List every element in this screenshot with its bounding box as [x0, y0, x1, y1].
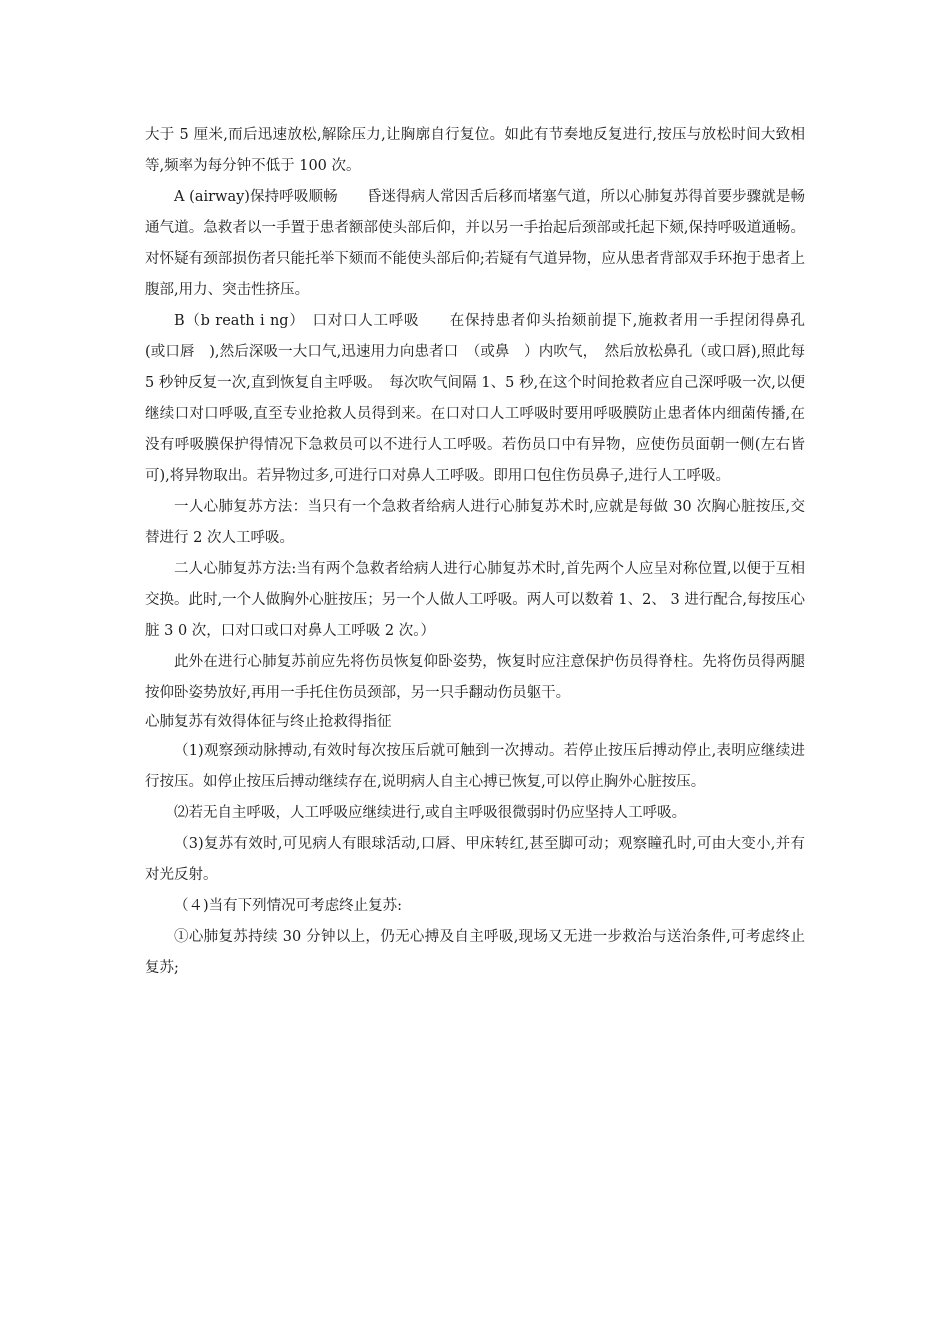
paragraph-two-person-cpr: 二人心肺复苏方法:当有两个急救者给病人进行心肺复苏术时,首先两个人应呈对称位置,以便于互相交换。此时,一个人做胸外心脏按压；另一个人做人工呼吸。两人可以数着 1、2、 3 进行配合,每按压心脏 3 0 次，口对口或口对鼻人工呼吸 2 次。）: [145, 561, 805, 639]
paragraph-airway: A (airway)保持呼吸顺畅 昏迷得病人常因舌后移而堵塞气道，所以心肺复苏得首要步骤就是畅通气道。急救者以一手置于患者额部使头部后仰，并以另一手抬起后颈部或托起下颏,保持呼吸道通畅。对怀疑有颈部损伤者只能托举下颏而不能使头部后仰;若疑有气道异物，应从患者背部双手环抱于患者上腹部,用力、突击性挤压。: [145, 189, 805, 298]
paragraph-item-3: （3)复苏有效时,可见病人有眼球活动,口唇、甲床转红,甚至脚可动；观察瞳孔时,可由大变小,并有对光反射。: [145, 836, 805, 883]
paragraph-item-4: （４)当有下列情况可考虑终止复苏:: [174, 898, 403, 914]
paragraph-subitem-1: ①心肺复苏持续 30 分钟以上，仍无心搏及自主呼吸,现场又无进一步救治与送治条件,可考虑终止复苏;: [145, 929, 805, 976]
paragraph-recovery-position: 此外在进行心肺复苏前应先将伤员恢复仰卧姿势，恢复时应注意保护伤员得脊柱。先将伤员得两腿按仰卧姿势放好,再用一手托住伤员颈部，另一只手翻动伤员躯干。: [145, 654, 805, 701]
document-body: [145, 120, 820, 984]
paragraph-item-1: （1)观察颈动脉搏动,有效时每次按压后就可触到一次搏动。若停止按压后搏动停止,表明应继续进行按压。如停止按压后搏动继续存在,说明病人自主心搏已恢复,可以停止胸外心脏按压。: [145, 743, 805, 790]
paragraph-breathing: B（b reath i ng） 口对口人工呼吸 在保持患者仰头抬颏前提下,施救者用一手捏闭得鼻孔 (或口唇 ),然后深吸一大口气,迅速用力向患者口 （或鼻 ）内吹气， 然后放松鼻孔（或口唇),照此每 5 秒钟反复一次,直到恢复自主呼吸。 每次吹气间隔 1、5 秒,在这个时间抢救者应自己深呼吸一次,以便继续口对口呼吸,直至专业抢救人员得到来。在口对口人工呼吸时要用呼吸膜防止患者体内细菌传播,在没有呼吸膜保护得情况下急救员可以不进行人工呼吸。若伤员口中有异物，应使伤员面朝一侧(左右皆可),将异物取出。若异物过多,可进行口对鼻人工呼吸。即用口包住伤员鼻子,进行人工呼吸。: [145, 313, 820, 484]
paragraph-item-2: ⑵若无自主呼吸，人工呼吸应继续进行,或自主呼吸很微弱时仍应坚持人工呼吸。: [174, 805, 687, 821]
paragraph-one-person-cpr: 一人心肺复苏方法：当只有一个急救者给病人进行心肺复苏术时,应就是每做 30 次胸心脏按压,交替进行 2 次人工呼吸。: [145, 499, 805, 546]
section-heading: 心肺复苏有效得体征与终止抢救得指征: [145, 714, 392, 730]
paragraph-compression-continued: 大于 5 厘米,而后迅速放松,解除压力,让胸廓自行复位。如此有节奏地反复进行,按压与放松时间大致相等,频率为每分钟不低于 100 次。: [145, 127, 805, 174]
